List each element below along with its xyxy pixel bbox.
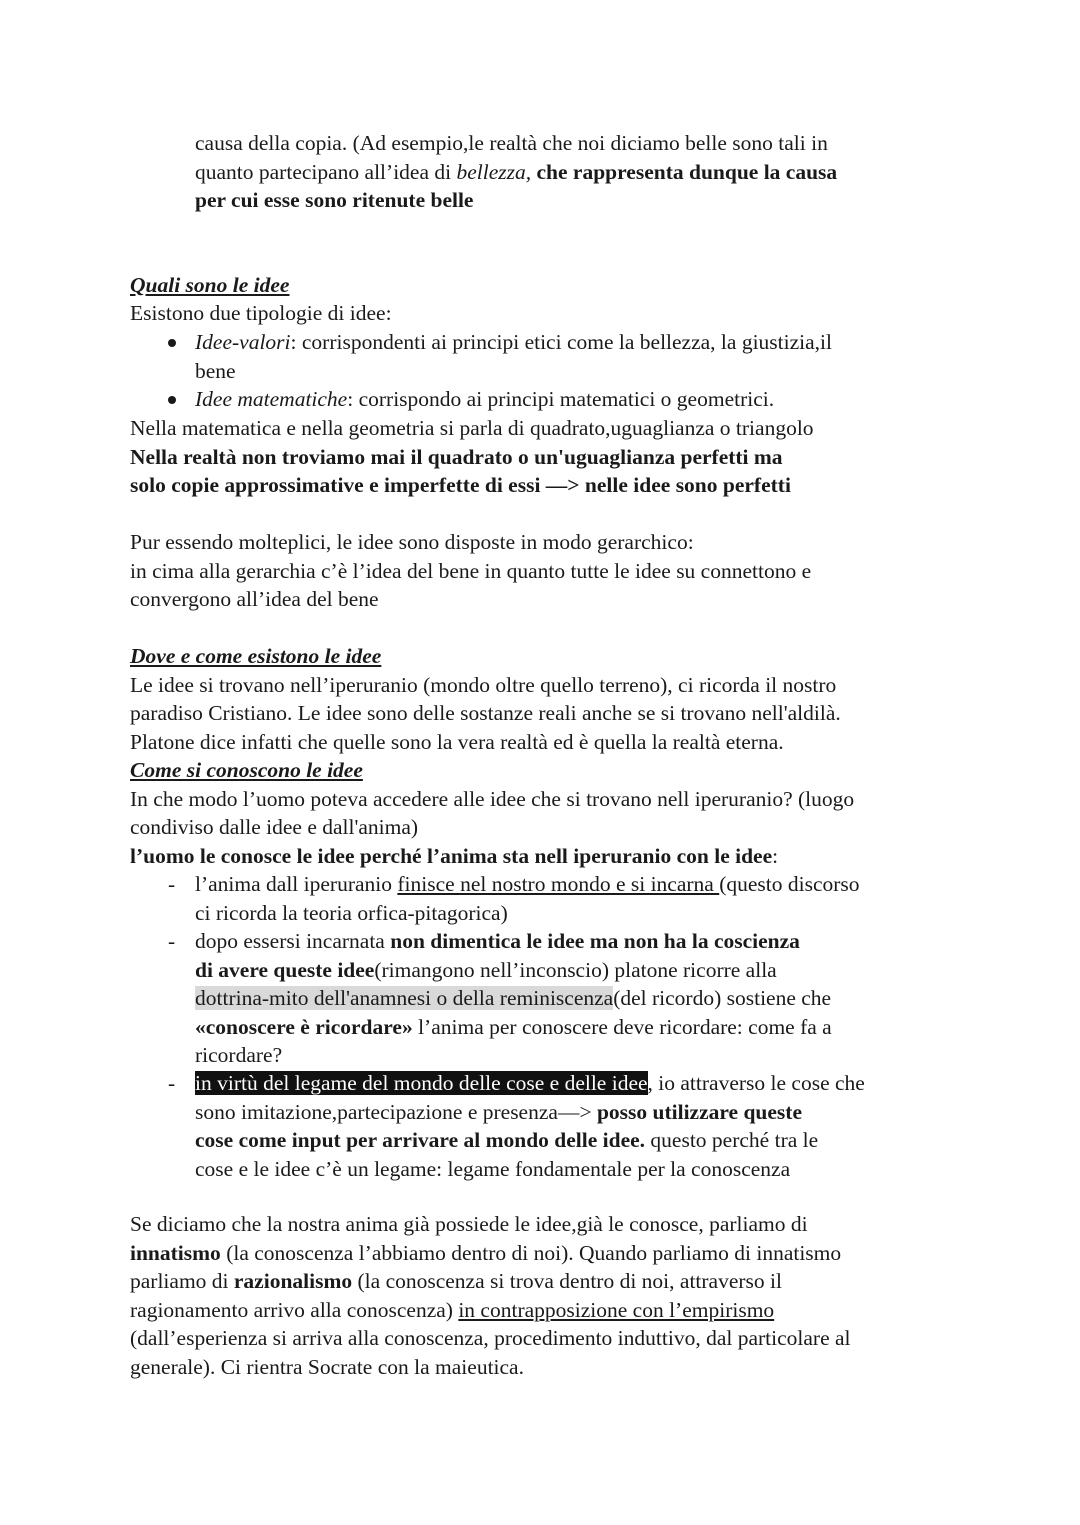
section-1-hierarchy: Pur essendo molteplici, le idee sono disposte in modo gerarchico: in cima alla gerarchia c’è l’idea del bene in quanto tutte le idee su connettono e convergono all’idea del bene: [130, 530, 812, 611]
innatismo-paragraph: Se diciamo che la nostra anima già possiede le idee,già le conosce, parliamo di innatismo (la conoscenza l’abbiamo dentro di noi). Quando parliamo di innatismo parliamo di razionalismo (la conoscenza si trova dentro di noi, attraverso il ragionamento arrivo alla conoscenza) in contrapposizione con l’empirismo (dall’esperienza si arriva alla conoscenza, procedimento induttivo, dal particolare al generale). Ci rientra Socrate con la maieutica.: [130, 1212, 851, 1379]
section-1-text: Nella matematica e nella geometria si parla di quadrato,uguaglianza o triangolo Nella realtà non troviamo mai il quadrato o un'uguaglianza perfetti ma solo copie approssimative e imperfette di essi —> nelle idee sono perfetti: [130, 416, 814, 497]
bullet-dot-icon: [168, 396, 176, 404]
dash-marker: -: [168, 1071, 176, 1095]
black-highlight: in virtù del legame del mondo delle cose e delle idee: [195, 1071, 648, 1095]
dash-marker: -: [168, 929, 176, 953]
section-1-intro: Esistono due tipologie di idee:: [130, 301, 392, 325]
intro-paragraph: [195, 129, 955, 215]
gray-highlight: dottrina-mito dell'anamnesi o della reminiscenza: [195, 986, 614, 1010]
document-page: causa della copia. (Ad esempio,le realtà che noi diciamo belle sono tali in quanto partecipano all’idea di bellezza, che rappresenta dunque la causa per cui esse sono ritenute belle Quali sono le idee Esistono due tipologie di idee: Idee-valori: corrispondenti ai principi etici come la bellezza, la giustizia,il bene Idee matematiche: corrispondo ai principi matematici o geometrici. Nella matematica e nella geometria si parla di quadrato,uguaglianza o triangolo Nella realtà non troviamo mai il quadrato o un'uguaglianza perfetti ma solo copie approssimative e imperfette di essi —> nelle idee sono perfetti Pur essendo molteplici, le idee sono disposte in modo gerarchico: in cima alla gerarchia c’è l’idea del bene in quanto tutte le idee su connettono e convergono all’idea del bene Dove e come esistono le idee Le idee si trovano nell’iperuranio (mondo oltre quello terreno), ci ricorda il nostro paradiso Cristiano. Le idee sono delle sostanze reali anche se si trovano nell'aldilà. Platone dice infatti che quelle sono la vera realtà ed è quella la realtà eterna. Come si conoscono le idee In che modo l’uomo poteva accedere alle idee che si trovano nell iperuranio? (luogo condiviso dalle idee e dall'anima) l’uomo le conosce le idee perché l’anima sta nell iperuranio con le idee: - l’anima dall iperuranio finisce nel nostro mondo e si incarna (questo discorso ci ricorda la teoria orfica-pitagorica) - dopo essersi incarnata non dimentica le idee ma non ha la coscienza di avere queste idee(rimangono nell’inconscio) platone ricorre alla dottrina-mito dell'anamnesi o della reminiscenza(del ricordo) sostiene che «conoscere è ricordare» l’anima per conoscere deve ricordare: come fa a ricordare? - in virtù del legame del mondo delle cose e delle idee, io attraverso le cose che sono imitazione,partecipazione e presenza—> posso utilizzare queste cose come input per arrivare al mondo delle idee. questo perché tra le cose e le idee c’è un legame: legame fondamentale per la conoscenza Se diciamo che la nostra anima già possiede le idee,già le conosce, parliamo di innatismo (la conoscenza l’abbiamo dentro di noi). Quando parliamo di innatismo parliamo di razionalismo (la conoscenza si trova dentro di noi, attraverso il ragionamento arrivo alla conoscenza) in contrapposizione con l’empirismo (dall’esperienza si arriva alla conoscenza, procedimento induttivo, dal particolare al generale). Ci rientra Socrate con la maieutica.: [0, 0, 1080, 1525]
bullet-dot-icon: [168, 339, 176, 347]
dash-marker: -: [168, 872, 176, 896]
section-heading-dove: Dove e come esistono le idee Le idee si trovano nell’iperuranio (mondo oltre quello terreno), ci ricorda il nostro paradiso Cristiano. Le idee sono delle sostanze reali anche se si trovano nell'aldilà. Platone dice infatti che quelle sono la vera realtà ed è quella la realtà eterna.: [130, 644, 841, 754]
intro-line-3: per cui esse sono ritenute belle: [195, 188, 474, 212]
intro-line-2: quanto partecipano all’idea di bellezza, che rappresenta dunque la causa: [195, 159, 838, 184]
section-heading-quali: Quali sono le idee: [130, 273, 290, 297]
section-heading-come: Come si conoscono le idee In che modo l’uomo poteva accedere alle idee che si trovano nell iperuranio? (luogo condiviso dalle idee e dall'anima) l’uomo le conosce le idee perché l’anima sta nell iperuranio con le idee:: [130, 758, 855, 868]
intro-line-1: causa della copia. (Ad esempio,le realtà che noi diciamo belle sono tali in: [195, 131, 828, 155]
